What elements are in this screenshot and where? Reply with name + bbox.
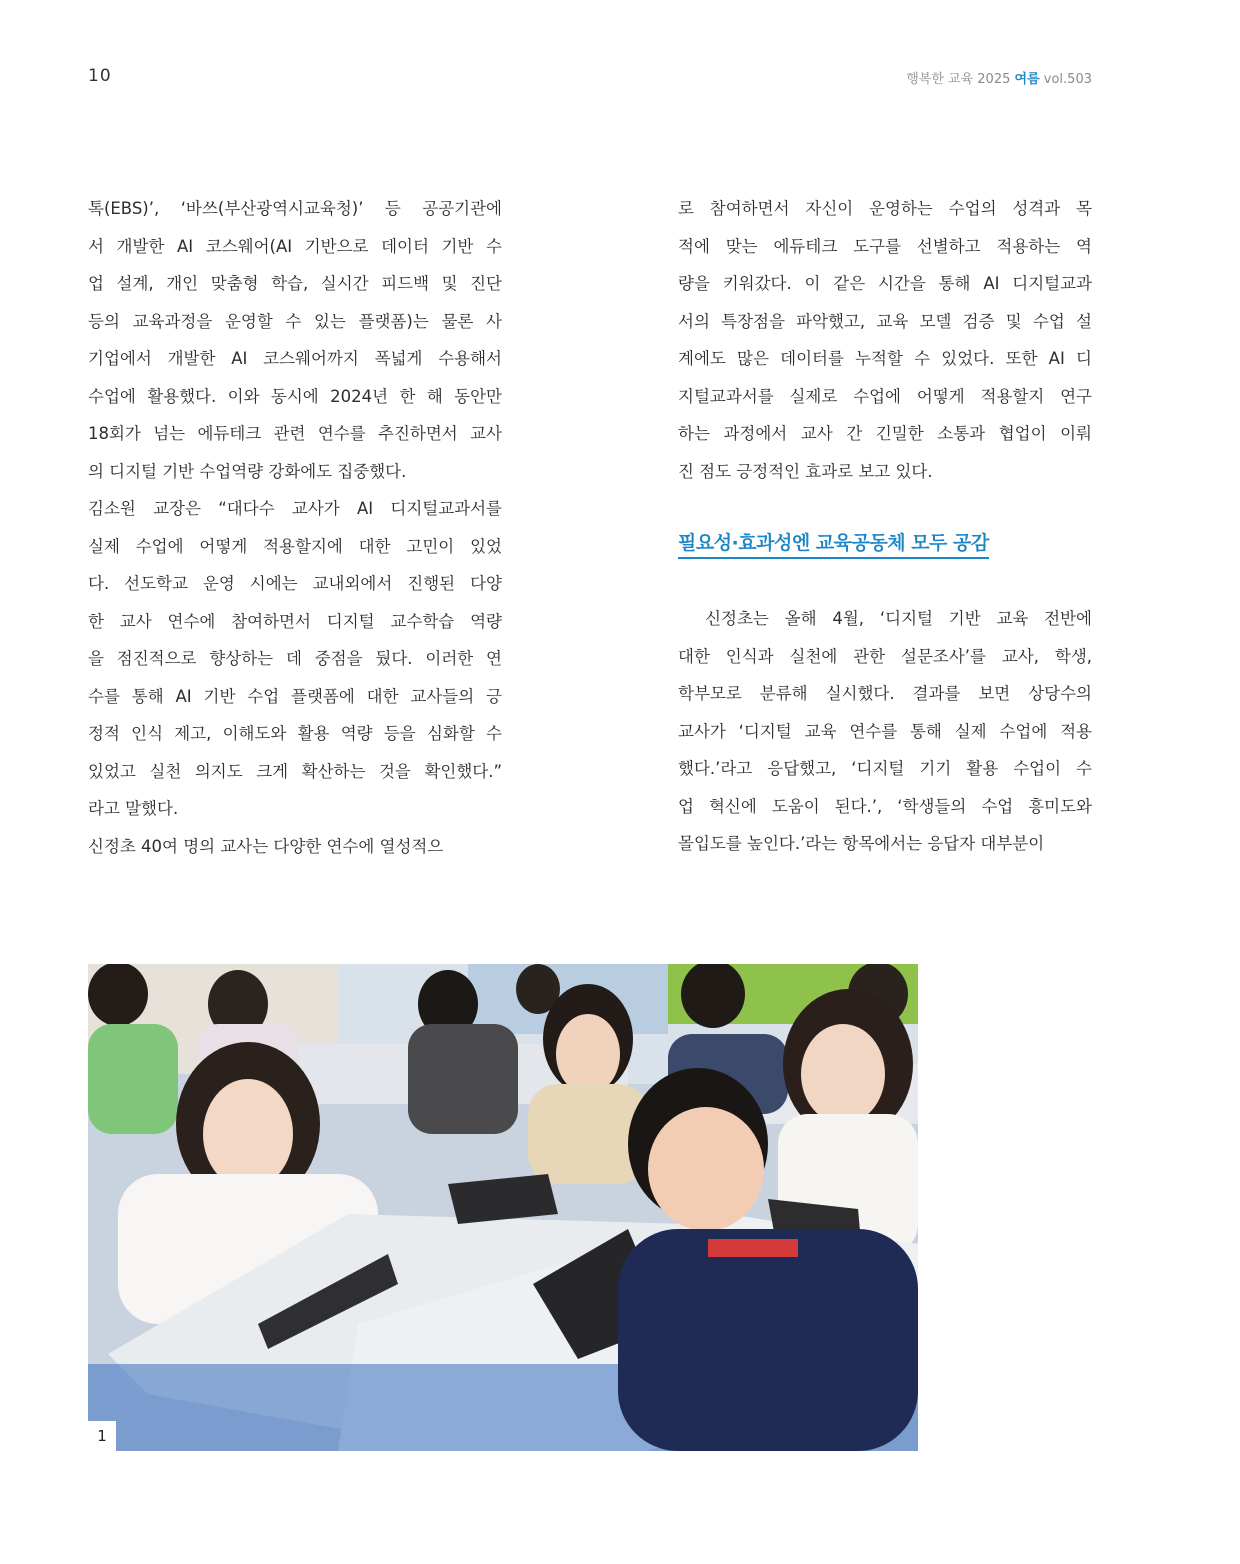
text-line: 기업에서 개발한 AI 코스웨어까지 폭넓게 수용해서 [88,349,502,368]
text-line: 하는 과정에서 교사 간 긴밀한 소통과 협업이 이뤄 [678,424,1092,443]
text-line: 교사가 ‘디지털 교육 연수를 통해 실제 수업에 적용 [678,721,1092,741]
text-line: 학부모로 분류해 실시했다. 결과를 보면 상당수의 [678,684,1092,703]
text-line: 실제 수업에 어떻게 적용할지에 대한 고민이 있었 [88,536,502,556]
text-line: 김소원 교장은 “대다수 교사가 AI 디지털교과서를 [88,499,502,518]
classroom-illustration [88,964,918,1451]
text-line: 수업에 활용했다. 이와 동시에 2024년 한 해 동안만 [88,386,502,406]
text-line: 있었고 실천 의지도 크게 확산하는 것을 확인했다.” [88,761,502,781]
classroom-photo [88,964,918,1451]
text-line: 신정초는 올해 4월, ‘디지털 기반 교육 전반에 [678,609,1092,628]
text-line: 했다.’라고 응답했고, ‘디지털 기기 활용 수업이 수 [678,759,1092,778]
section-heading: 필요성·효과성엔 교육공동체 모두 공감 [678,528,989,559]
text-line: 다. 선도학교 운영 시에는 교내외에서 진행된 다양 [88,574,502,593]
volume-label: vol.503 [1043,72,1092,87]
text-line: 라고 말했다. [88,799,179,818]
text-line: 업 혁신에 도움이 된다.’, ‘학생들의 수업 흥미도와 [678,796,1092,816]
magazine-title: 행복한 교육 2025 [906,72,1011,87]
right-column-text [678,190,1092,490]
text-line: 량을 키워갔다. 이 같은 시간을 통해 AI 디지털교과 [678,274,1092,293]
left-column-text [88,190,502,865]
right-column-text-2 [678,600,1092,863]
text-line: 업 설계, 개인 맞춤형 학습, 실시간 피드백 및 진단 [88,274,502,293]
text-line: 서 개발한 AI 코스웨어(AI 기반으로 데이터 기반 수 [88,236,502,256]
text-line: 지털교과서를 실제로 수업에 어떻게 적용할지 연구 [678,386,1092,406]
text-line: 진 점도 긍정적인 효과로 보고 있다. [678,461,933,481]
text-line: 신정초 40여 명의 교사는 다양한 연수에 열성적으 [88,836,444,856]
text-line: 몰입도를 높인다.’라는 항목에서는 응답자 대부분이 [678,834,1045,853]
text-line: 대한 인식과 실천에 관한 설문조사’를 교사, 학생, [678,646,1092,666]
text-line: 한 교사 연수에 참여하면서 디지털 교수학습 역량 [88,611,502,631]
text-line: 톡(EBS)’, ‘바쓰(부산광역시교육청)’ 등 공공기관에 [88,199,502,218]
page-number: 10 [88,66,112,86]
text-line: 서의 특장점을 파악했고, 교육 모델 검증 및 수업 설 [678,311,1092,331]
text-line: 18회가 넘는 에듀테크 관련 연수를 추진하면서 교사 [88,424,502,443]
text-line: 수를 통해 AI 기반 수업 플랫폼에 대한 교사들의 긍 [88,686,502,706]
text-line: 로 참여하면서 자신이 운영하는 수업의 성격과 목 [678,199,1092,218]
text-line: 의 디지털 기반 수업역량 강화에도 집중했다. [88,461,407,481]
running-header [906,68,1092,87]
text-line: 적에 맞는 에듀테크 도구를 선별하고 적용하는 역 [678,236,1092,256]
text-line: 정적 인식 제고, 이해도와 활용 역량 등을 심화할 수 [88,724,502,743]
text-line: 을 점진적으로 향상하는 데 중점을 뒀다. 이러한 연 [88,649,502,668]
photo-number-badge: 1 [88,1421,116,1451]
season-label: 여름 [1014,72,1040,87]
text-line: 등의 교육과정을 운영할 수 있는 플랫폼)는 물론 사 [88,311,502,331]
text-line: 계에도 많은 데이터를 누적할 수 있었다. 또한 AI 디 [678,349,1092,368]
